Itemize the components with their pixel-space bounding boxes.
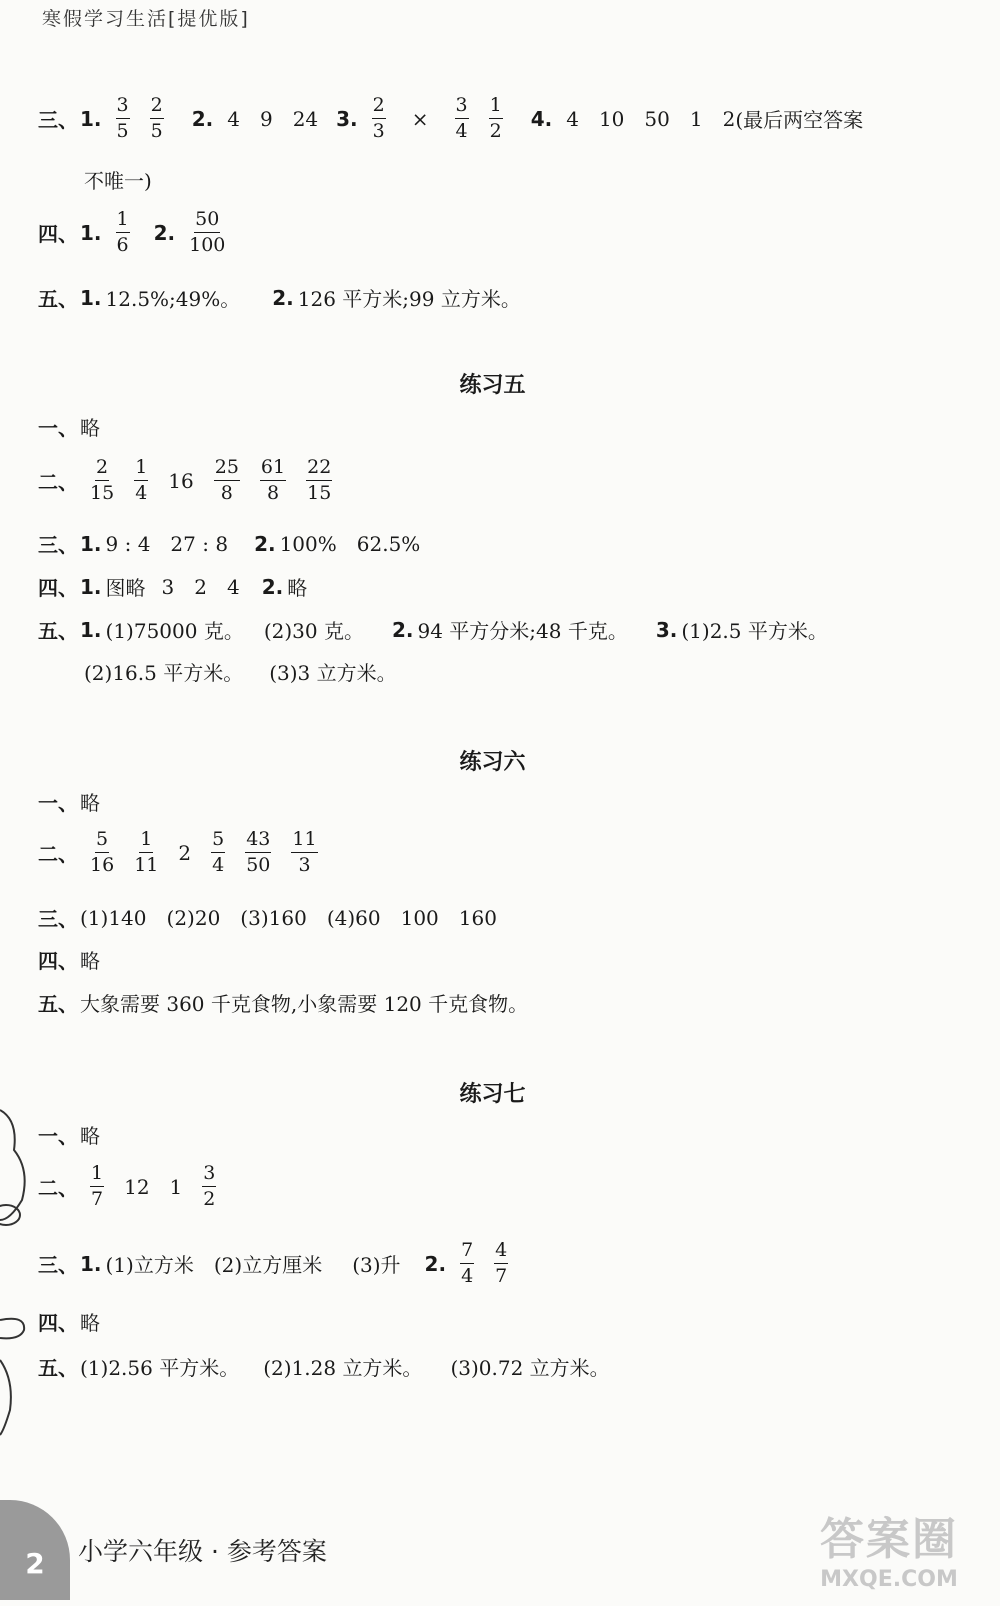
ex6-line-2: 二、 $\frac{5}{16}$ $\frac{1}{11}$ 2 $\frac{5}{4}$ $\frac{43}{50}$ $\frac{11}{3}$ [38, 828, 317, 876]
ex7-line-1: 一、 略 [38, 1124, 100, 1148]
fraction: $\frac{7}{4}$ [461, 1239, 474, 1287]
ex7-line-4: 四、 略 [38, 1311, 100, 1335]
ex6-line-5: 五、 大象需要 360 千克食物,小象需要 120 千克食物。 [38, 992, 529, 1016]
ex7-line-5: 五、 (1)2.56 平方米。 (2)1.28 立方米。 (3)0.72 立方米。 [38, 1356, 610, 1380]
ex6-line-4: 四、 略 [38, 949, 100, 973]
ex6-line-3: 三、 (1)140 (2)20 (3)160 (4)60 100 160 [38, 905, 497, 931]
ex6-line-1: 一、 略 [38, 791, 100, 815]
ex5-line-1: 一、 略 [38, 416, 100, 440]
note-continuation: 不唯一) [84, 169, 152, 193]
item-number: 2. [191, 106, 214, 131]
fraction: $\frac{1}{6}$ [116, 208, 129, 256]
fraction: $\frac{1}{2}$ [489, 94, 502, 142]
fraction: $\frac{2}{3}$ [372, 94, 385, 142]
fraction: $\frac{3}{5}$ [116, 94, 129, 142]
note-text: (最后两空答案 [735, 108, 864, 132]
fraction: $\frac{22}{15}$ [307, 456, 332, 504]
fraction: $\frac{1}{7}$ [91, 1162, 104, 1210]
fraction: $\frac{2}{5}$ [150, 94, 163, 142]
ex5-line-5: 五、 1. (1)75000 克。 (2)30 克。 2. 94 平方分米;48 千克。 3. (1)2.5 平方米。 [38, 617, 828, 643]
item-number: 1. [80, 106, 102, 131]
section-title-ex7: 练习七 [459, 1082, 526, 1107]
fraction: $\frac{50}{100}$ [189, 208, 226, 256]
fraction: $\frac{61}{8}$ [260, 456, 286, 504]
section-title-ex5: 练习五 [459, 373, 526, 398]
answer-line-5: 五、 1. 12.5%;49%。 2. 126 平方米;99 立方米。 [38, 285, 521, 311]
book-header: 寒假学习生活[提优版] [42, 8, 250, 30]
mascot-illustration [0, 1090, 40, 1450]
ex5-line-3: 三、 1. 9 : 4 27 : 8 2. 100% 62.5% [38, 531, 421, 557]
fraction: $\frac{5}{16}$ [90, 828, 115, 876]
cross-mark: × [411, 106, 429, 131]
fraction: $\frac{5}{4}$ [212, 828, 225, 876]
ex5-line-2: 二、 $\frac{2}{15}$ $\frac{1}{4}$ 16 $\frac{25}{8}$ $\frac{61}{8}$ $\frac{22}{15}$ [38, 456, 332, 504]
fraction: $\frac{3}{2}$ [203, 1162, 216, 1210]
item-number: 3. [336, 106, 358, 131]
ex7-line-3: 三、 1. (1)立方米 (2)立方厘米 (3)升 2. $\frac{7}{4}$ $\frac{4}{7}$ [38, 1239, 508, 1287]
fraction: $\frac{43}{50}$ [246, 828, 271, 876]
fraction: $\frac{4}{7}$ [495, 1239, 508, 1287]
section-label: 三、 [38, 108, 78, 132]
answer-line-4: 四、 1. $\frac{1}{6}$ 2. $\frac{50}{100}$ [38, 208, 226, 256]
ex5-line-4: 四、 1. 图略 3 2 4 2. 略 [38, 574, 308, 600]
fraction: $\frac{25}{8}$ [214, 456, 239, 504]
ex5-line-6: (2)16.5 平方米。 (3)3 立方米。 [84, 661, 397, 685]
page-number-tab: 2 [0, 1500, 70, 1600]
ex7-line-2: 二、 $\frac{1}{7}$ 12 1 $\frac{3}{2}$ [38, 1162, 216, 1210]
page-footer: 小学六年级 · 参考答案 [78, 1537, 327, 1566]
fraction: $\frac{2}{15}$ [90, 456, 115, 504]
fraction: $\frac{11}{3}$ [292, 828, 317, 876]
answer-line-3: 三、 1. $\frac{3}{5}$ $\frac{2}{5}$ 2. 4 9 24 3. $\frac{2}{3}$ × $\frac{3}{4}$ $\frac{1}{2}$ 4. 4 10 50 1 2 (最后两空答案 [38, 94, 864, 142]
fraction: $\frac{1}{4}$ [135, 456, 148, 504]
watermark: 答案圈 MXQE.COM [820, 1514, 958, 1592]
fraction: $\frac{1}{11}$ [134, 828, 159, 876]
fraction: $\frac{3}{4}$ [455, 94, 468, 142]
section-title-ex6: 练习六 [459, 750, 526, 775]
item-number: 4. [530, 106, 553, 131]
